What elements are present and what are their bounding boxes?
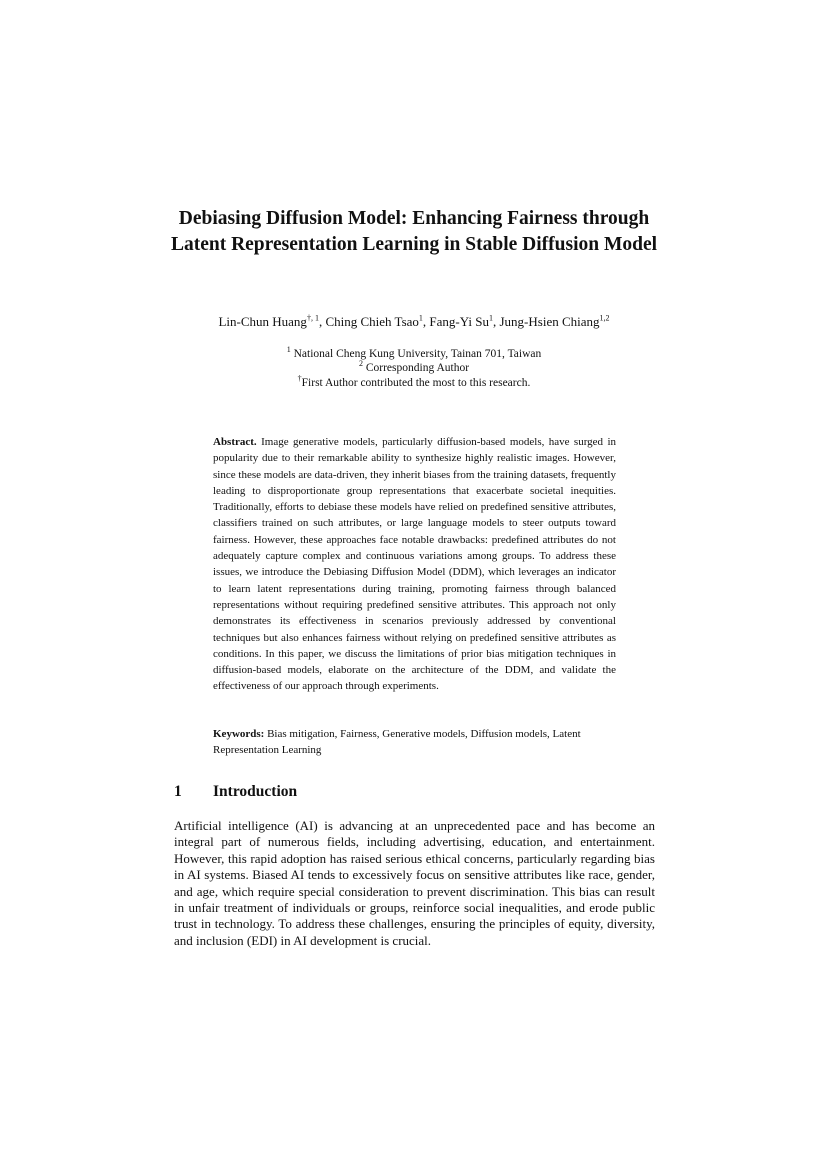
introduction-paragraph: Artificial intelligence (AI) is advancing at an unprecedented pace and has become an integral part of numerous fields, including advertising, education, and entertainment. However, this rapid adoption has raised serious ethical concerns, particularly regarding bias in AI systems. Biased AI tends to excessively focus on sensitive attributes like race, gender, and age, which require special consideration to prevent discrimination. This bias can result in unfair treatment of individuals or groups, reinforce social inequalities, and erode public trust in technology. To address these challenges, ensuring the principles of equity, diversity, and inclusion (EDI) in AI development is crucial. xyxy=(174,818,655,948)
author-affiliation-mark: 1 xyxy=(489,313,493,323)
keywords-text: Bias mitigation, Fairness, Generative models, Diffusion models, Latent Representation Learning xyxy=(213,728,581,757)
keywords-block xyxy=(213,726,616,759)
author-name: Ching Chieh Tsao xyxy=(325,314,419,329)
author-list: Lin-Chun Huang$^{\dagger, 1}$, Ching Chieh Tsao$^1$, Fang-Yi Su$^1$, Jung-Hsien Chiang$^{1,2}$ xyxy=(218,313,610,329)
affiliation-mark: † xyxy=(297,374,302,384)
section-title: Introduction xyxy=(213,783,298,800)
affiliation-mark: 2 xyxy=(358,359,363,369)
author-name: Fang-Yi Su xyxy=(429,314,489,329)
abstract-text: Image generative models, particularly diffusion-based models, have surged in popularity due to their remarkable ability to synthesize highly realistic images. However, since these models are data-driven, they inherit biases from the training datasets, frequently leading to disproportionate group representations that exacerbate societal inequities. Traditionally, efforts to debiase these models have relied on predefined sensitive attributes, classifiers trained on such attributes, or large language models to steer outputs toward fairness. However, these approaches face notable drawbacks: predefined attributes do not adequately capture complex and continuous variations among groups. To address these issues, we introduce the Debiasing Diffusion Model (DDM), which leverages an indicator to learn latent representations during training, promoting fairness through balanced representations without requiring predefined sensitive attributes. This approach not only demonstrates its effectiveness in scenarios previously addressed by conventional techniques but also enhances fairness without relying on predefined sensitive attributes as conditions. In this paper, we discuss the limitations of prior bias mitigation techniques in diffusion-based models, elaborate on the architecture of the DDM, and validate the effectiveness of our approach through experiments. xyxy=(213,436,617,693)
author-affiliation-mark: 1,2 xyxy=(599,313,610,323)
author-name: Lin-Chun Huang xyxy=(218,314,307,329)
affiliation-line xyxy=(180,376,648,391)
affiliation-line xyxy=(180,347,648,362)
keywords-label: Keywords: xyxy=(213,728,265,740)
author-affiliation-mark: 1 xyxy=(418,313,423,323)
affiliation-text: First Author contributed the most to this research. xyxy=(301,377,531,389)
paper-title: Debiasing Diffusion Model: Enhancing Fairness through Latent Representation Learning in Stable Diffusion Model xyxy=(170,208,658,255)
affiliation-text: Corresponding Author xyxy=(362,362,470,374)
author-affiliation-mark: †, 1 xyxy=(306,313,319,323)
affiliation-text: National Cheng Kung University, Tainan 701, Taiwan xyxy=(290,348,542,360)
abstract-block xyxy=(213,434,616,695)
section-heading xyxy=(174,782,297,802)
author-name: Jung-Hsien Chiang xyxy=(499,314,600,329)
section-number: 1 xyxy=(174,783,182,800)
affiliation-line xyxy=(180,361,648,376)
affiliation-mark: 1 xyxy=(286,345,291,355)
abstract-label: Abstract. xyxy=(213,436,257,448)
